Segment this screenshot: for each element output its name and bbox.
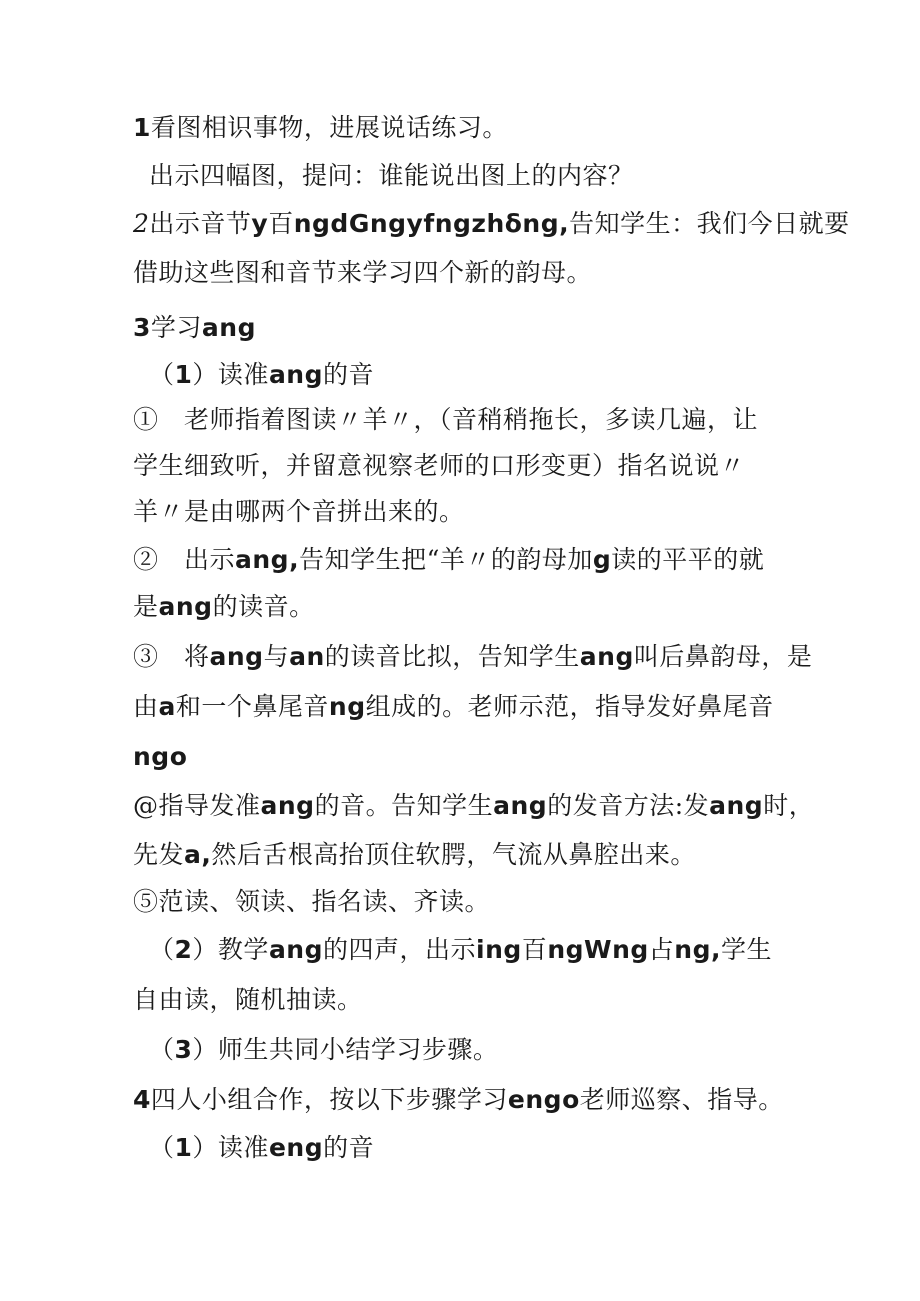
text-line — [133, 838, 696, 872]
text-line — [133, 311, 256, 345]
text-run: 1 — [174, 360, 193, 389]
text-run: 告知学生：我们今日就要 — [569, 209, 850, 238]
text-run: 叫后鼻韵母，是 — [633, 642, 813, 671]
text-run: ）师生共同小结学习步骤。 — [192, 1035, 499, 1064]
text-run: 告知学生把“羊〃的韵母加 — [299, 545, 593, 574]
text-run: 3 — [174, 1035, 193, 1064]
text-line — [149, 159, 634, 193]
text-line — [149, 1131, 374, 1165]
text-run: ）教学 — [192, 935, 269, 964]
text-line — [133, 690, 774, 724]
text-run: a — [158, 692, 176, 721]
text-line — [133, 590, 315, 624]
text-run: ang — [579, 642, 634, 671]
text-run: 的音 — [323, 360, 375, 389]
text-run: 的读音。 — [212, 592, 315, 621]
text-run: ang, — [235, 545, 300, 574]
text-run: （ — [149, 935, 175, 964]
text-run: ⑤范读、领读、指名读、齐读。 — [133, 887, 491, 916]
text-run: 看图相识事物，进展说话练习。 — [150, 113, 508, 142]
text-run: eng — [268, 1133, 324, 1162]
text-line — [133, 983, 363, 1017]
text-run: ngo — [133, 742, 188, 771]
text-run: 的音。告知学生 — [314, 791, 494, 820]
text-run: 羊〃是由哪两个音拼出来的。 — [133, 497, 465, 526]
text-run: ing — [476, 935, 522, 964]
text-line — [133, 885, 490, 919]
text-line — [133, 543, 764, 577]
text-run: ng, — [674, 935, 721, 964]
text-run: 的发音方法:发 — [547, 791, 710, 820]
text-run: ang — [209, 642, 264, 671]
text-run: ang — [493, 791, 548, 820]
text-run: ang — [201, 313, 256, 342]
text-line — [133, 449, 745, 483]
text-run: 由 — [133, 692, 159, 721]
text-run: ① 老师指着图读〃羊〃，（音稍稍拖长，多读几遍，让 — [133, 405, 759, 434]
text-line — [133, 256, 592, 290]
text-run: 占 — [648, 935, 675, 964]
text-line — [133, 789, 814, 823]
text-line — [133, 111, 508, 145]
text-run: 自由读，随机抽读。 — [133, 985, 363, 1014]
text-run: 学生细致听，并留意视察老师的口形变更）指名说说〃 — [133, 451, 746, 480]
text-run: 老师巡察、指导。 — [579, 1085, 784, 1114]
text-run: 1 — [133, 113, 151, 142]
text-run: 读的平平的就 — [611, 545, 765, 574]
text-run: 百 — [521, 935, 548, 964]
text-run: 是 — [133, 592, 159, 621]
text-run: @ — [133, 791, 159, 820]
text-run: 的四声，出示 — [323, 935, 477, 964]
text-line — [133, 403, 758, 437]
text-run: 与 — [263, 642, 290, 671]
text-run: ng — [328, 692, 366, 721]
text-run: 出示音节 — [149, 209, 252, 238]
text-run: an — [289, 642, 325, 671]
text-run: 3 — [133, 313, 151, 342]
text-run: ）读准 — [192, 360, 269, 389]
text-run: 2 — [133, 209, 150, 238]
text-line — [149, 933, 772, 967]
text-run: 百 — [268, 209, 294, 238]
text-run: 和一个鼻尾音 — [175, 692, 329, 721]
text-run: 借助这些图和音节来学习四个新的韵母。 — [133, 258, 593, 287]
text-run: ang — [709, 791, 764, 820]
text-line — [133, 1083, 784, 1117]
text-run: （ — [149, 1133, 175, 1162]
text-run: engo — [507, 1085, 580, 1114]
text-run: 组成的。老师示范，指导发好鼻尾音 — [365, 692, 774, 721]
text-run: 的读音比拟，告知学生 — [324, 642, 580, 671]
text-run: ）读准 — [192, 1133, 269, 1162]
text-run: ngdGngyfngzhδng, — [293, 209, 570, 238]
text-line — [149, 358, 374, 392]
text-run: 指导发准 — [158, 791, 261, 820]
text-run: 2 — [174, 935, 193, 964]
text-run: ang — [268, 935, 324, 964]
text-run: 出示四幅图，提问：谁能说出图上的内容？ — [149, 161, 634, 190]
text-run: ang — [158, 592, 213, 621]
text-line — [149, 1033, 498, 1067]
text-run: 学生 — [721, 935, 773, 964]
text-run: ngWng — [547, 935, 649, 964]
text-line — [133, 640, 812, 674]
text-run: 学习 — [150, 313, 202, 342]
text-run: 时， — [763, 791, 815, 820]
text-run: 先发 — [133, 840, 185, 869]
text-line — [133, 740, 187, 774]
text-run: ③ 将 — [133, 642, 210, 671]
text-run: ang — [260, 791, 315, 820]
text-line — [133, 207, 850, 241]
text-run: g — [592, 545, 612, 574]
text-run: a, — [184, 840, 212, 869]
text-run: （ — [149, 360, 175, 389]
text-line — [133, 495, 465, 529]
text-run: 的音 — [323, 1133, 375, 1162]
text-run: （ — [149, 1035, 175, 1064]
text-run: 四人小组合作，按以下步骤学习 — [150, 1085, 508, 1114]
text-run: 然后舌根高抬顶住软腭，气流从鼻腔出来。 — [211, 840, 696, 869]
text-run: 1 — [174, 1133, 193, 1162]
text-run: ② 出示 — [133, 545, 236, 574]
text-run: ang — [268, 360, 324, 389]
text-run: 4 — [133, 1085, 151, 1114]
text-run: y — [251, 209, 269, 238]
